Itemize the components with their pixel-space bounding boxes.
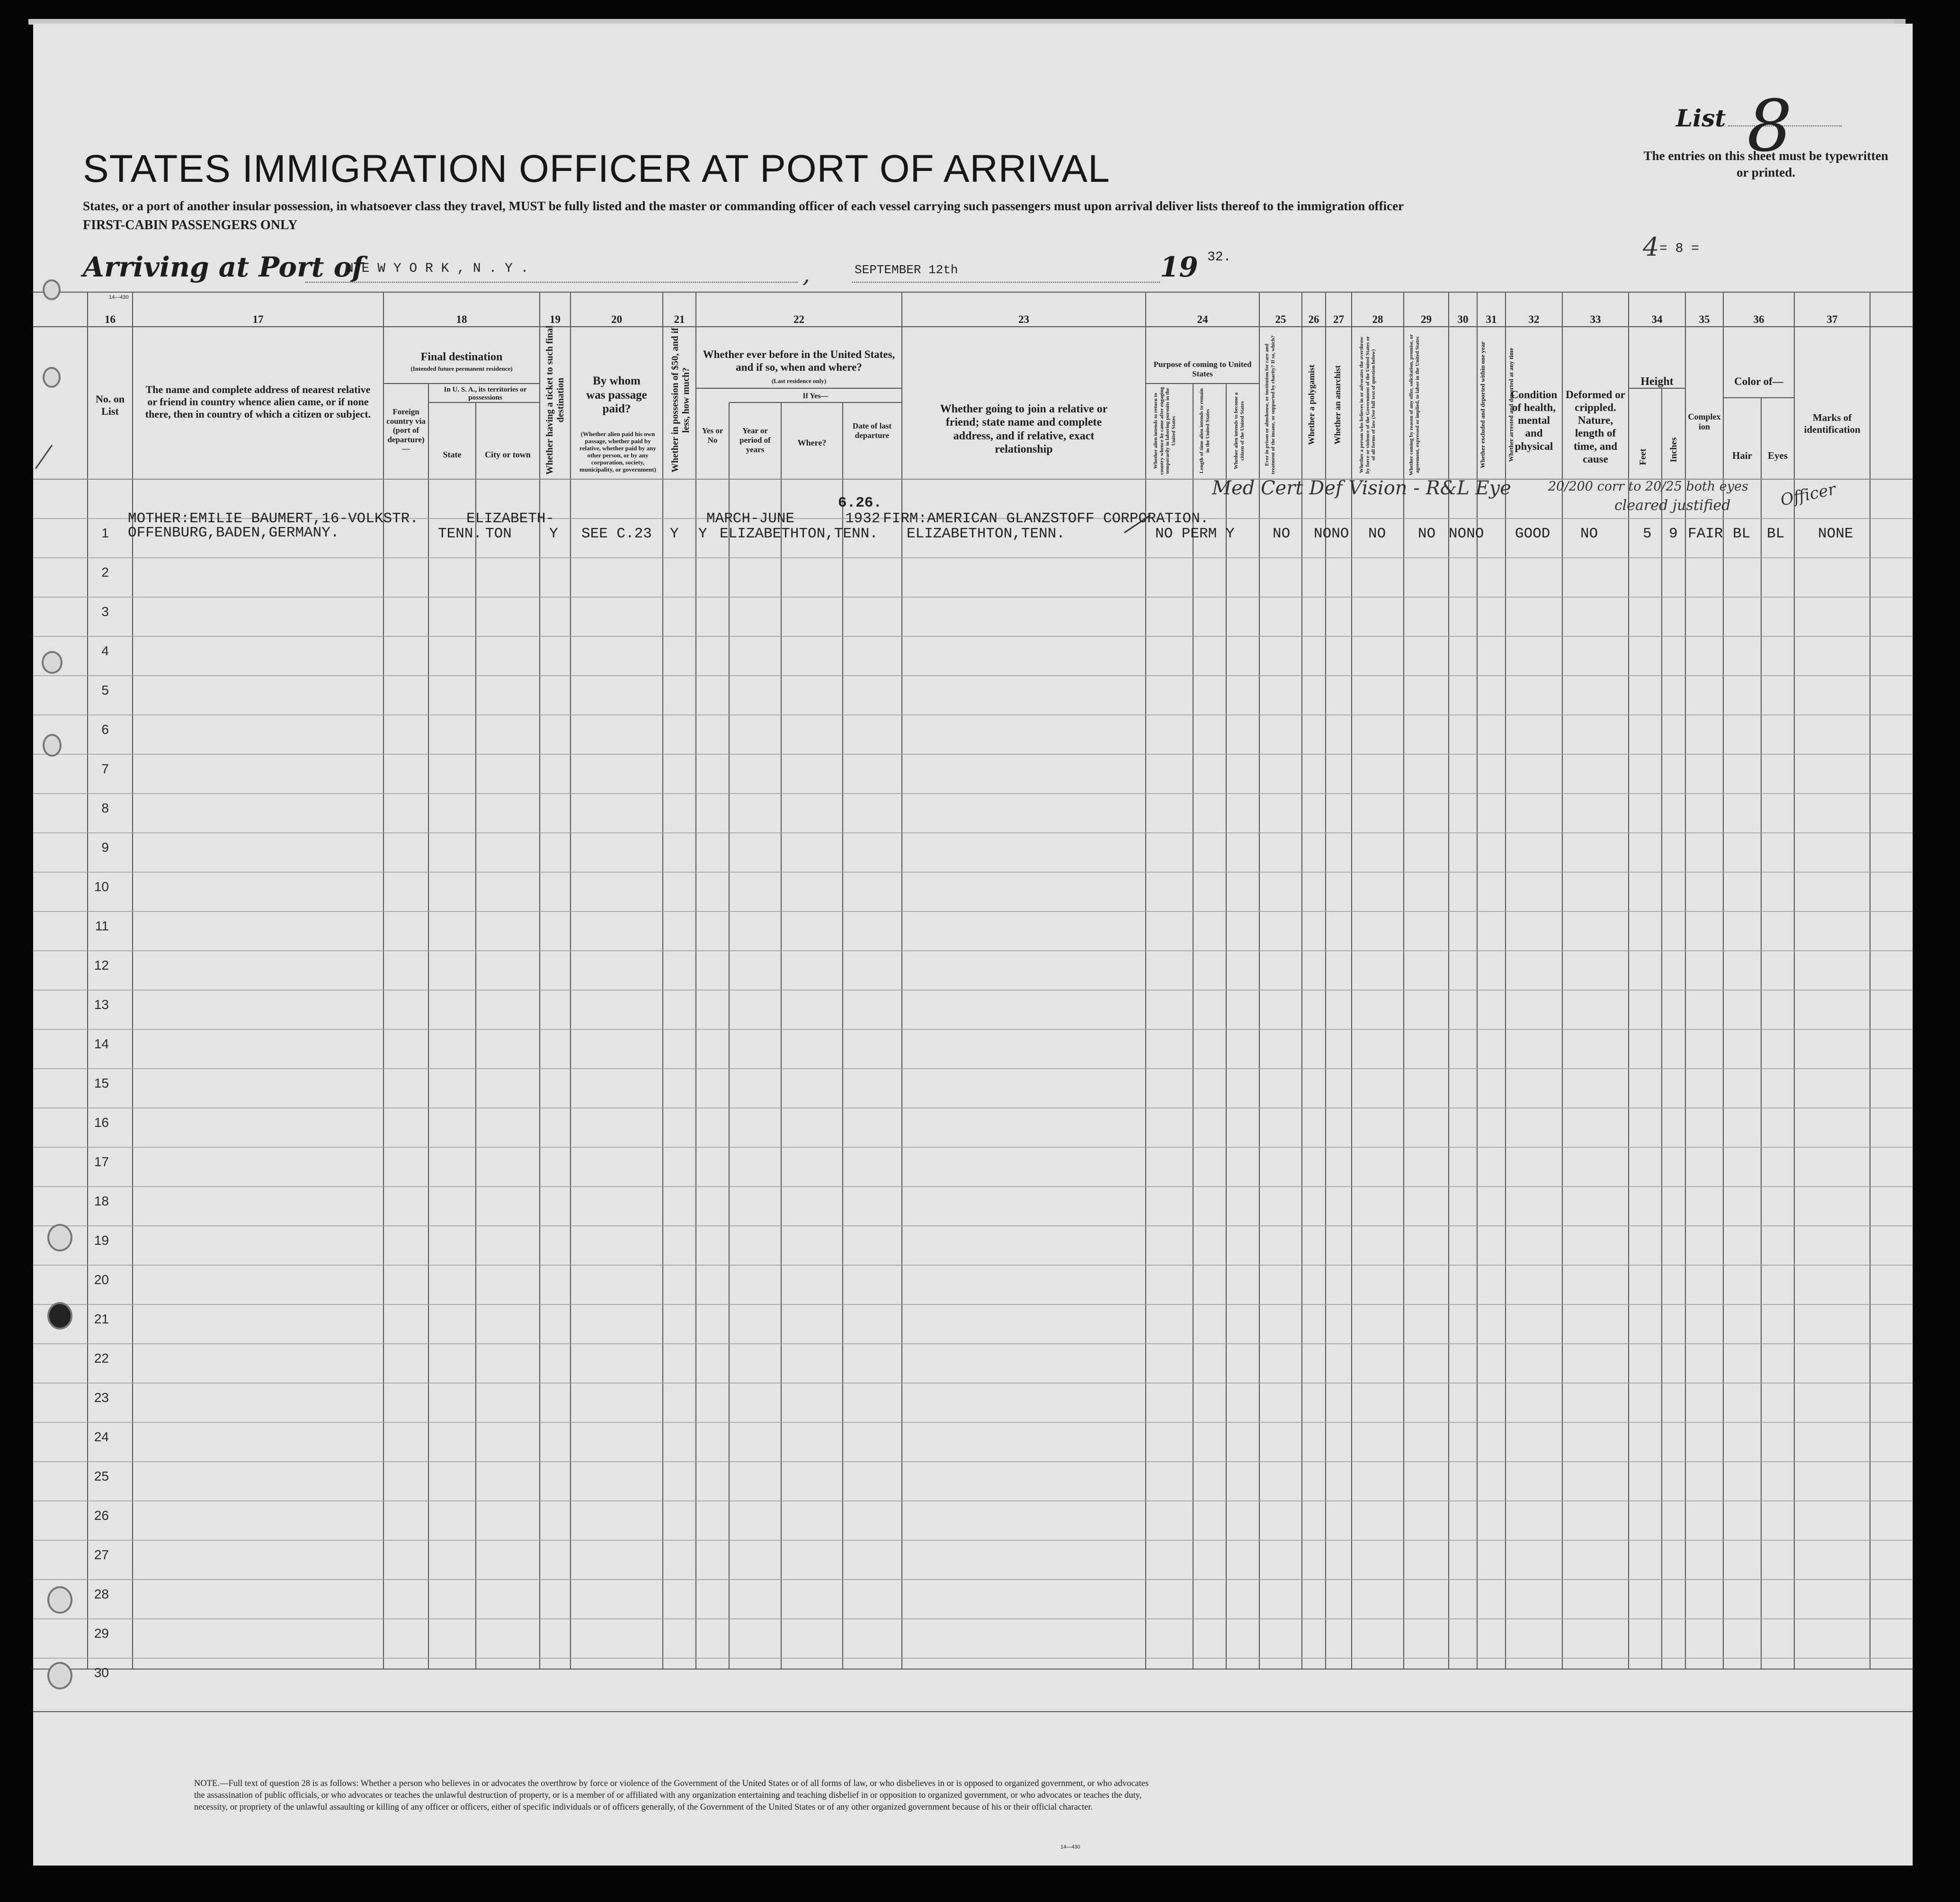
period-value: MARCH-JUNE [706,510,795,527]
header-yes-no: Yes or No [702,426,723,445]
year-value: 32. [1207,250,1231,265]
header-question-28: Whether a person who believes in or advocates the overthrow by force or violence of the Government of the United States or of all forms of law (See full text of question below) [1359,336,1377,474]
binder-hole [47,1302,72,1330]
city-value-line2: TON [485,526,512,542]
col-num: 35 [1699,313,1710,325]
row-number: 29 [94,1626,109,1641]
header-join-relative: Whether going to join a relative or friend; state name and complete address, and if relative, exact relationship [940,403,1108,455]
class-note: FIRST-CABIN PASSENGERS ONLY [83,218,298,232]
header-purpose-c: Whether alien intends to become a citizen of the United States [1233,392,1245,470]
header-relative-address: The name and complete address of nearest relative or friend in country whence alien came, or if none there, then in country of which a citizen or subject. [145,384,371,420]
officer-annotation: Officer [1779,480,1838,510]
col-num: 21 [674,313,685,325]
before-yes-value: Y [698,526,707,542]
row-number: 30 [94,1665,109,1680]
row-number: 2 [101,565,109,580]
col-num: 29 [1421,313,1432,325]
col-num: 20 [611,313,622,325]
col-num: 28 [1372,313,1383,325]
comma: , [802,260,810,288]
row-number: 19 [94,1233,109,1248]
col-num: 23 [1018,313,1029,325]
header-final-destination: Final destination [420,351,503,363]
header-possession-50: Whether in possession of $50, and if less, how much? [670,328,691,473]
row-number: 22 [94,1351,109,1366]
binder-hole [42,651,62,674]
header-deformed: Deformed or crippled. Nature, length of time, and cause [1566,389,1625,465]
row-number: 16 [94,1115,109,1130]
col-num: 36 [1753,313,1764,325]
prison-value: NO [1273,526,1291,542]
hair-value: BL [1733,526,1751,542]
header-purpose-b: Length of time alien intends to remain in the United States [1199,388,1211,473]
polygamist-anarchist-value: NONO [1314,526,1349,542]
binder-hole [43,734,62,757]
binder-hole [43,367,61,388]
row-number: 15 [94,1076,109,1090]
header-inches: Inches [1669,437,1679,463]
row-number: 25 [94,1469,109,1483]
header-city: City or town [485,450,531,459]
form-grid [33,24,1913,1866]
col-num: 30 [1457,313,1469,325]
header-where: Where? [797,438,827,447]
where-value: ELIZABETHTON,TENN. [720,526,878,542]
col-num: 26 [1308,313,1319,325]
binder-hole [47,1586,72,1614]
departure-year: 1932 [845,510,881,527]
header-excluded: Whether excluded and deported within one year [1479,341,1486,468]
year-prefix: 19 [1160,251,1198,283]
row-number: 5 [101,683,109,697]
row-number: 14 [94,1036,109,1051]
header-ticket: Whether having a ticket to such final destination [544,325,566,475]
q29-value: NO [1418,526,1436,542]
header-last-departure: Date of last departure [852,421,892,440]
row-number: 8 [101,801,109,815]
row-number: 20 [94,1272,109,1287]
footnote-code: 14—430 [1060,1844,1080,1850]
purpose-value: NO PERM Y [1155,526,1235,542]
date-value: SEPTEMBER 12th [855,263,958,277]
entries-note: The entries on this sheet must be typewritten or printed. [1643,149,1889,180]
col-num: 31 [1486,313,1497,325]
arriving-label: Arriving at Port of [83,251,364,283]
complexion-value: FAIR [1688,526,1723,542]
money-value: Y [670,526,679,542]
q28-value: NO [1368,526,1386,542]
sheet-count-typed: = 8 = [1659,241,1700,256]
row-number: 12 [94,958,109,973]
sheet-count-hand: 4 [1643,232,1659,262]
eyes-value: BL [1767,526,1785,542]
list-label: List [1676,104,1726,132]
medical-annotation: Med Cert Def Vision - R&L Eye [1212,477,1511,499]
row-number: 3 [101,604,109,619]
marks-value: NONE [1818,526,1853,542]
header-in-usa: In U. S. A., its territories or possessions [444,386,527,402]
col-num: 34 [1651,313,1663,325]
col-num: 27 [1333,313,1344,325]
header-purpose-a: Whether alien intends to return to country whence he came after engaging temporarily in laboring pursuits in the United States [1153,387,1176,475]
col-num: 22 [793,313,804,325]
row-number: 10 [94,879,109,894]
col-num: 24 [1197,313,1208,325]
header-ever-before: Whether ever before in the United States, and if so, when and where? [703,348,895,374]
row-number: 26 [94,1508,109,1523]
row-number: 21 [94,1312,109,1326]
row-number: 9 [101,840,109,855]
col-num: 37 [1826,313,1838,325]
header-last-residence: (Last residence only) [771,377,827,384]
state-value: TENN. [438,526,482,542]
port-value: N E W Y O R K , N . Y . [346,261,529,276]
feet-value: 5 [1643,526,1652,542]
header-hair: Hair [1732,450,1752,461]
port-underline [305,282,798,283]
col-num: 18 [456,313,467,325]
city-value-line1: ELIZABETH- [466,510,555,527]
header-anarchist: Whether an anarchist [1333,365,1342,445]
relative-address-line2: OFFENBURG,BADEN,GERMANY. [128,525,339,541]
departure-date-top: 6.26. [838,495,882,511]
row-number: 18 [94,1194,109,1208]
form-title: STATES IMMIGRATION OFFICER AT PORT OF ARRIVAL [83,147,1110,190]
check-mark [1122,511,1155,540]
date-underline [852,282,1160,283]
binder-hole [43,279,61,300]
margin-tick [33,436,62,473]
deformed-value: NO [1580,526,1598,542]
header-height: Height [1640,375,1674,388]
row-number: 24 [94,1429,109,1444]
header-passage-paid: By whom was passage paid? [586,375,647,415]
header-foreign-country: Foreign country via (port of departure)— [386,407,426,454]
col-num: 33 [1590,313,1601,325]
manifest-sheet [33,24,1913,1866]
row-number: 1 [101,526,109,540]
health-value: GOOD [1515,526,1550,542]
form-subtitle: States, or a port of another insular possession, in whatsoever class they travel, MUST be fully listed and the master or commanding officer of each vessel carrying such passengers must upon arrival deliver lists thereof to the immigration officer [83,199,1404,213]
row-number: 28 [94,1587,109,1601]
col-num: 32 [1528,313,1540,325]
form-code: 14—430 [109,295,129,300]
header-passage-note: (Whether alien paid his own passage, whether paid by relative, whether paid by any other person, or by any corporation, society, municipality, or government) [579,430,656,473]
row-number: 4 [101,643,109,658]
header-complexion: Complexion [1688,412,1721,432]
header-color-of: Color of— [1734,375,1783,387]
header-final-destination-note: (Intended future permanent residence) [410,365,513,372]
binder-hole [47,1662,72,1689]
header-prison: Ever in prison or almshouse, or institution for care and treatment of the insane, or supported by charity? If so, which? [1264,335,1276,474]
excluded-arrested-value: NONO [1449,526,1484,542]
header-marks: Marks of identification [1804,412,1861,435]
header-health: Condition of health, mental and physical [1510,389,1558,452]
header-year-period: Year or period of years [739,426,771,455]
header-eyes: Eyes [1768,450,1788,461]
ticket-value: Y [549,526,558,542]
row-number: 7 [101,761,109,776]
header-arrested: Whether arrested and deported at any time [1507,348,1515,462]
row-number: 23 [94,1390,109,1405]
header-state: State [443,450,462,459]
header-no-on-list: No. on List [95,393,125,417]
row-number: 17 [94,1154,109,1169]
inches-value: 9 [1669,526,1678,542]
row-number: 13 [94,997,109,1012]
cleared-annotation: cleared justified [1614,497,1731,514]
passage-value: SEE C.23 [581,526,652,542]
header-if-yes: If Yes— [802,392,829,400]
header-polygamist: Whether a polygamist [1307,365,1316,445]
binder-hole [47,1224,72,1251]
row-number: 11 [95,919,109,933]
vision-annotation: 20/200 corr to 20/25 both eyes [1548,479,1748,494]
relative-address-line1: MOTHER:EMILIE BAUMERT,16-VOLKSTR. [128,510,419,527]
join-line1: FIRM:AMERICAN GLANZSTOFF CORPORATION. [883,510,1209,527]
header-feet: Feet [1638,448,1648,465]
list-number: 8 [1747,85,1792,168]
row-number: 27 [94,1547,109,1562]
header-purpose: Purpose of coming to United States [1153,360,1252,378]
footnote-q28: NOTE.—Full text of question 28 is as follows: Whether a person who believes in or advocates the overthrow by force or violence of the Government of the United States or of all forms of law, or who disbelieves in or is opposed to organized government, or who advocates the assassination of public officials, or who advocates or teaches the unlawful destruction of property, or is a member of or affiliated with any organization entertaining and teaching disbelief in or opposition to organized government, or who advocates or teaches the duty, necessity, or propriety of the unlawful assaulting or killing of any officer or officers, either of specific individuals or of officers generally, of the Government of the United States or of any other organized government because of his or their official character. [194,1779,1149,1812]
col-num: 19 [550,313,561,325]
col-num: 17 [252,313,264,325]
row-number: 6 [101,722,109,737]
header-labor-offer: Whether coming by reason of any offer, solicitation, promise, or agreement, expressed or implied, to labor in the United States [1408,334,1420,476]
join-line2: ELIZABETHTON,TENN. [907,526,1065,542]
col-num: 25 [1275,313,1286,325]
col-num: 16 [105,313,116,325]
